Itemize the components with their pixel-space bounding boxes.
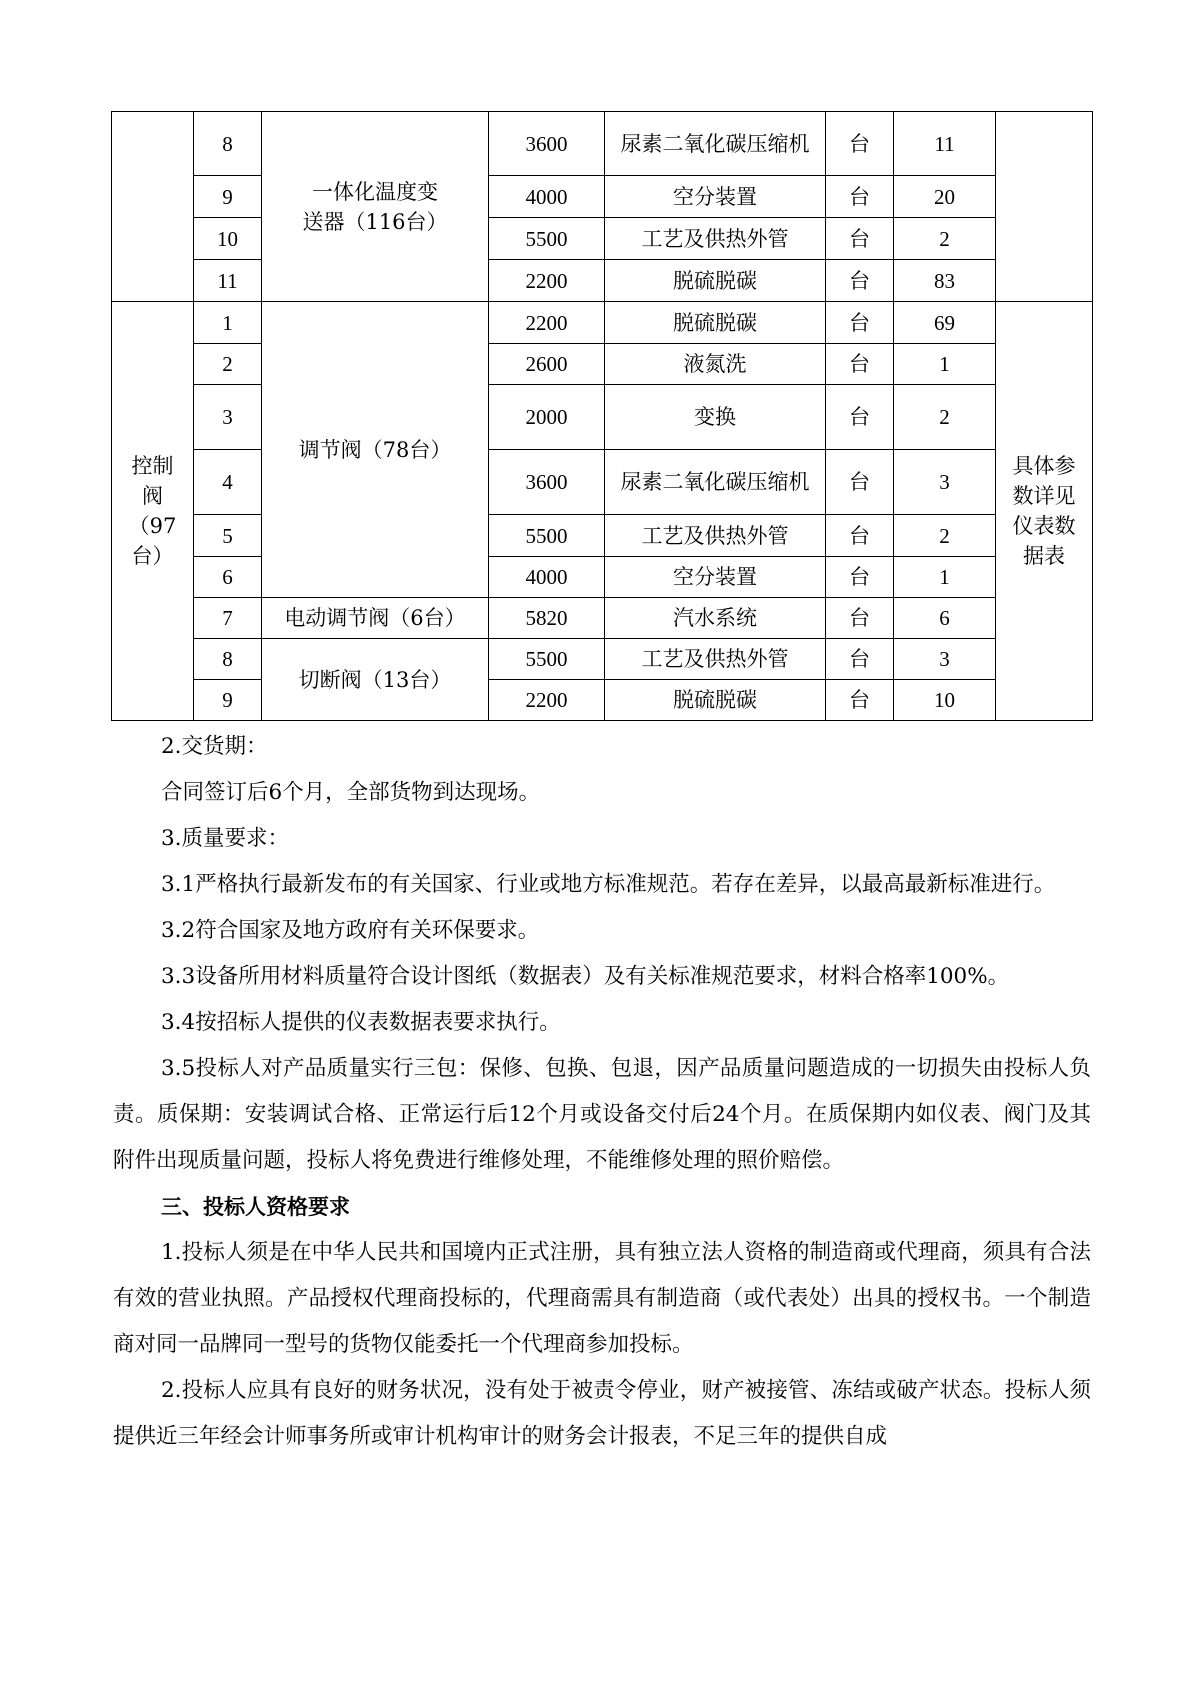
area-code: 3600	[489, 112, 605, 176]
system-name: 变换	[605, 385, 826, 450]
area-code: 3600	[489, 450, 605, 515]
area-code: 2000	[489, 385, 605, 450]
table-row	[112, 515, 1093, 557]
table-row	[112, 557, 1093, 598]
item-no: 8	[194, 112, 262, 176]
paragraph: 2.交货期：	[161, 734, 268, 759]
area-code: 2200	[489, 680, 605, 721]
quantity: 83	[894, 260, 996, 302]
device-name: 切断阀（13台）	[262, 639, 489, 721]
body-text	[113, 724, 1091, 1460]
item-no: 1	[194, 302, 262, 344]
table-row	[112, 680, 1093, 721]
quantity: 6	[894, 598, 996, 639]
system-name: 空分装置	[605, 176, 826, 218]
quantity: 69	[894, 302, 996, 344]
area-code: 2200	[489, 260, 605, 302]
paragraph: 3.1严格执行最新发布的有关国家、行业或地方标准规范。若存在差异，以最高最新标准进行。	[161, 872, 1056, 897]
table-row	[112, 112, 1093, 176]
area-code: 5820	[489, 598, 605, 639]
table-row	[112, 260, 1093, 302]
area-code: 5500	[489, 218, 605, 260]
area-code: 4000	[489, 557, 605, 598]
paragraph: 1.投标人须是在中华人民共和国境内正式注册，具有独立法人资格的制造商或代理商，须具有合法有效的营业执照。产品授权代理商投标的，代理商需具有制造商（或代表处）出具的授权书。一个制造商对同一品牌同一型号的货物仅能委托一个代理商参加投标。	[113, 1240, 1091, 1357]
unit: 台	[826, 344, 894, 385]
item-no: 9	[194, 680, 262, 721]
item-no: 4	[194, 450, 262, 515]
quantity: 11	[894, 112, 996, 176]
table-row	[112, 176, 1093, 218]
category-cell	[112, 112, 194, 302]
paragraph: 3.3设备所用材料质量符合设计图纸（数据表）及有关标准规范要求，材料合格率100%。	[161, 964, 1010, 989]
remark-cell	[996, 112, 1093, 302]
item-no: 10	[194, 218, 262, 260]
area-code: 5500	[489, 639, 605, 680]
system-name: 工艺及供热外管	[605, 515, 826, 557]
device-name: 一体化温度变送器（116台）	[262, 112, 489, 302]
item-no: 3	[194, 385, 262, 450]
unit: 台	[826, 557, 894, 598]
item-no: 2	[194, 344, 262, 385]
table-row	[112, 598, 1093, 639]
item-no: 5	[194, 515, 262, 557]
system-name: 尿素二氧化碳压缩机	[605, 112, 826, 176]
system-name: 尿素二氧化碳压缩机	[605, 450, 826, 515]
table-row	[112, 218, 1093, 260]
unit: 台	[826, 680, 894, 721]
system-name: 工艺及供热外管	[605, 218, 826, 260]
area-code: 4000	[489, 176, 605, 218]
unit: 台	[826, 639, 894, 680]
system-name: 脱硫脱碳	[605, 680, 826, 721]
quantity: 3	[894, 450, 996, 515]
item-no: 6	[194, 557, 262, 598]
paragraph: 3.5投标人对产品质量实行三包：保修、包换、包退，因产品质量问题造成的一切损失由投标人负责。质保期：安装调试合格、正常运行后12个月或设备交付后24个月。在质保期内如仪表、阀门及其附件出现质量问题，投标人将免费进行维修处理，不能维修处理的照价赔偿。	[113, 1056, 1091, 1173]
quantity: 2	[894, 218, 996, 260]
table-row	[112, 450, 1093, 515]
section-heading: 三、投标人资格要求	[161, 1195, 350, 1219]
device-name: 调节阀（78台）	[262, 302, 489, 598]
table-row	[112, 385, 1093, 450]
paragraph: 3.4按招标人提供的仪表数据表要求执行。	[161, 1010, 561, 1035]
system-name: 工艺及供热外管	[605, 639, 826, 680]
table-row	[112, 639, 1093, 680]
equipment-spec-table	[111, 111, 1093, 721]
unit: 台	[826, 450, 894, 515]
paragraph: 3.2符合国家及地方政府有关环保要求。	[161, 918, 540, 943]
system-name: 脱硫脱碳	[605, 260, 826, 302]
unit: 台	[826, 260, 894, 302]
remark-label: 具体参数详见仪表数据表	[996, 302, 1093, 721]
unit: 台	[826, 598, 894, 639]
paragraph: 2.投标人应具有良好的财务状况，没有处于被责令停业，财产被接管、冻结或破产状态。投标人须提供近三年经会计师事务所或审计机构审计的财务会计报表，不足三年的提供自成	[113, 1378, 1091, 1449]
item-no: 7	[194, 598, 262, 639]
system-name: 液氮洗	[605, 344, 826, 385]
quantity: 1	[894, 557, 996, 598]
paragraph: 合同签订后6个月，全部货物到达现场。	[161, 780, 541, 805]
area-code: 2200	[489, 302, 605, 344]
item-no: 8	[194, 639, 262, 680]
item-no: 9	[194, 176, 262, 218]
quantity: 3	[894, 639, 996, 680]
table-row	[112, 302, 1093, 344]
quantity: 1	[894, 344, 996, 385]
area-code: 2600	[489, 344, 605, 385]
quantity: 20	[894, 176, 996, 218]
category-label: 控制阀（97台）	[112, 302, 194, 721]
unit: 台	[826, 302, 894, 344]
area-code: 5500	[489, 515, 605, 557]
item-no: 11	[194, 260, 262, 302]
system-name: 汽水系统	[605, 598, 826, 639]
quantity: 2	[894, 515, 996, 557]
quantity: 10	[894, 680, 996, 721]
paragraph: 3.质量要求：	[161, 826, 290, 851]
unit: 台	[826, 218, 894, 260]
unit: 台	[826, 112, 894, 176]
unit: 台	[826, 515, 894, 557]
device-name: 电动调节阀（6台）	[262, 598, 489, 639]
system-name: 脱硫脱碳	[605, 302, 826, 344]
unit: 台	[826, 176, 894, 218]
unit: 台	[826, 385, 894, 450]
table-row	[112, 344, 1093, 385]
system-name: 空分装置	[605, 557, 826, 598]
quantity: 2	[894, 385, 996, 450]
